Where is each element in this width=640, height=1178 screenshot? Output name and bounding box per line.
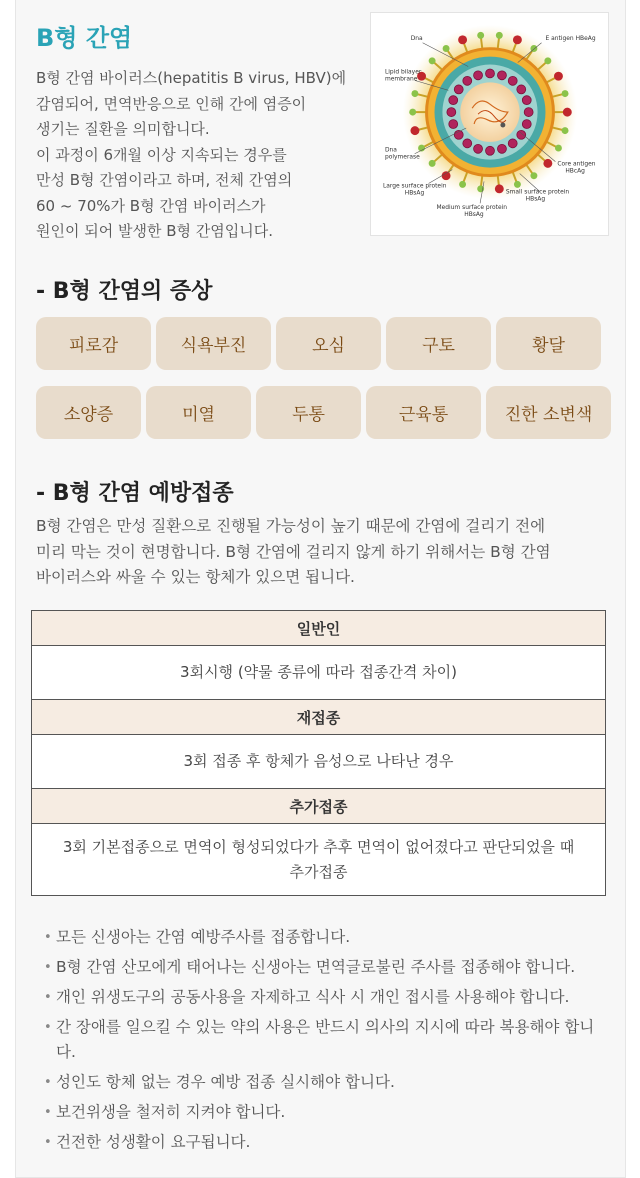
surface-protein — [429, 160, 436, 167]
surface-protein — [544, 57, 551, 64]
surface-protein — [513, 35, 522, 44]
intro-line: 원인이 되어 발생한 B형 간염입니다. — [36, 222, 273, 240]
surface-protein — [555, 145, 562, 152]
table-cell-booster — [32, 824, 606, 896]
table-header-revaccination: 재접종 — [32, 700, 606, 735]
vaccination-table — [31, 610, 606, 896]
list-item: • 모든 신생아는 간염 예방주사를 접종합니다. — [44, 925, 624, 950]
surface-protein — [459, 181, 466, 188]
surface-protein — [543, 159, 552, 168]
surface-protein — [562, 90, 569, 97]
vaccination-text — [36, 514, 611, 591]
symptom-chip: 미열 — [146, 386, 251, 439]
symptom-chip: 근육통 — [366, 386, 481, 439]
symptom-chip: 진한 소변색 — [486, 386, 611, 439]
capsid-protein — [508, 139, 517, 148]
symptoms-heading: - B형 간염의 증상 — [36, 279, 213, 304]
label-large-protein-1: Large surface protein — [382, 182, 447, 190]
capsid-protein — [486, 146, 495, 155]
booster-line: 추가접종 — [289, 862, 348, 881]
list-item: • B형 간염 산모에게 태어나는 신생아는 면역글로불린 주사를 접종해야 합니다. — [44, 955, 624, 980]
label-small-protein-1: Small surface protein — [505, 188, 570, 196]
symptom-chip: 구토 — [386, 317, 491, 370]
intro-line: 생기는 질환을 의미합니다. — [36, 120, 210, 138]
capsid-protein — [497, 144, 506, 153]
capsid-protein — [454, 85, 463, 94]
surface-protein — [495, 184, 504, 193]
surface-protein — [514, 181, 521, 188]
capsid-protein — [517, 85, 526, 94]
capsid-protein — [449, 96, 458, 105]
surface-protein — [411, 90, 418, 97]
capsid-protein — [449, 120, 458, 129]
symptom-chip: 두통 — [256, 386, 361, 439]
surface-protein — [477, 32, 484, 39]
list-item: • 간 장애를 일으킬 수 있는 약의 사용은 반드시 의사의 지시에 따라 복용해야 합니다. — [44, 1015, 604, 1065]
list-item: • 보건위생을 철저히 지켜야 합니다. — [44, 1100, 624, 1125]
symptom-chip: 소양증 — [36, 386, 141, 439]
capsid-protein — [517, 130, 526, 139]
list-item: • 건전한 성생활이 요구됩니다. — [44, 1130, 624, 1155]
capsid-protein — [522, 120, 531, 129]
capsid-protein — [522, 96, 531, 105]
symptom-chip: 피로감 — [36, 317, 151, 370]
intro-line: 이 과정이 6개월 이상 지속되는 경우를 — [36, 145, 287, 164]
list-item: • 성인도 항체 없는 경우 예방 접종 실시해야 합니다. — [44, 1070, 624, 1095]
capsid-protein — [463, 139, 472, 148]
symptom-chips-row-2 — [36, 386, 611, 439]
surface-protein — [496, 32, 503, 39]
surface-protein — [410, 126, 419, 135]
surface-protein — [442, 171, 451, 180]
vaccination-heading: - B형 간염 예방접종 — [36, 481, 234, 506]
symptom-chips-row-1 — [36, 317, 601, 370]
intro-line: B형 간염 바이러스(hepatitis B virus, HBV)에 — [36, 69, 347, 87]
vaccination-line: 미리 막는 것이 현명합니다. B형 간염에 걸리지 않게 하기 위해서는 B형 간염 — [36, 542, 551, 561]
capsid-protein — [474, 71, 483, 80]
capsid-protein — [497, 71, 506, 80]
prevention-list — [44, 925, 624, 1160]
surface-protein — [409, 109, 416, 116]
hbv-structure-illustration — [371, 13, 608, 235]
label-core-antigen-2: HBcAg — [565, 167, 585, 175]
table-cell-general: 3회시행 (약물 종류에 따라 접종간격 차이) — [32, 646, 606, 700]
capsid-protein — [508, 76, 517, 85]
booster-line: 3회 기본접종으로 면역이 형성되었다가 추후 면역이 없어졌다고 판단되었을 때 — [62, 837, 575, 856]
label-medium-protein-1: Medium surface protein — [436, 204, 508, 212]
surface-protein — [563, 108, 572, 117]
intro-line: 만성 B형 간염이라고 하며, 전체 간염의 — [36, 171, 293, 189]
content-card — [15, 0, 626, 1178]
surface-protein — [458, 35, 467, 44]
surface-protein — [443, 45, 450, 52]
label-lipid-1: Lipid bilayer — [384, 68, 422, 76]
surface-protein — [429, 57, 436, 64]
label-large-protein-2: HBsAg — [404, 189, 425, 197]
list-item: • 개인 위생도구의 공동사용을 자제하고 식사 시 개인 접시를 사용해야 합니다. — [44, 985, 624, 1010]
capsid-protein — [524, 108, 533, 117]
capsid-protein — [474, 144, 483, 153]
capsid-protein — [463, 76, 472, 85]
symptom-chip: 황달 — [496, 317, 601, 370]
table-header-booster: 추가접종 — [32, 789, 606, 824]
intro-line: 60 ~ 70%가 B형 간염 바이러스가 — [36, 196, 266, 215]
symptom-chip: 오심 — [276, 317, 381, 370]
table-cell-revaccination: 3회 접종 후 항체가 음성으로 나타난 경우 — [32, 735, 606, 789]
capsid-protein — [486, 69, 495, 78]
surface-protein — [562, 127, 569, 134]
label-dna-polymerase-1: Dna — [384, 146, 397, 154]
surface-protein — [530, 172, 537, 179]
page-title: B형 간염 — [36, 24, 133, 52]
label-lipid-2: membrane — [384, 75, 418, 83]
label-e-antigen: E antigen HBeAg — [545, 34, 596, 42]
intro-line: 감염되어, 면역반응으로 인해 간에 염증이 — [36, 94, 307, 113]
label-medium-protein-2: HBsAg — [464, 211, 484, 219]
symptom-chip: 식욕부진 — [156, 317, 271, 370]
label-small-protein-2: HBsAg — [525, 195, 546, 203]
label-core-antigen-1: Core antigen — [557, 160, 596, 168]
vaccination-line: 바이러스와 싸울 수 있는 항체가 있으면 됩니다. — [36, 568, 355, 586]
hbv-diagram — [370, 12, 609, 236]
table-header-general: 일반인 — [32, 611, 606, 646]
label-dna-polymerase-2: polymerase — [384, 153, 420, 161]
label-dna: Dna — [410, 34, 423, 42]
vaccination-line: B형 간염은 만성 질환으로 진행될 가능성이 높기 때문에 간염에 걸리기 전에 — [36, 517, 546, 535]
capsid-protein — [447, 108, 456, 117]
surface-protein — [554, 72, 563, 81]
intro-text — [36, 66, 376, 245]
